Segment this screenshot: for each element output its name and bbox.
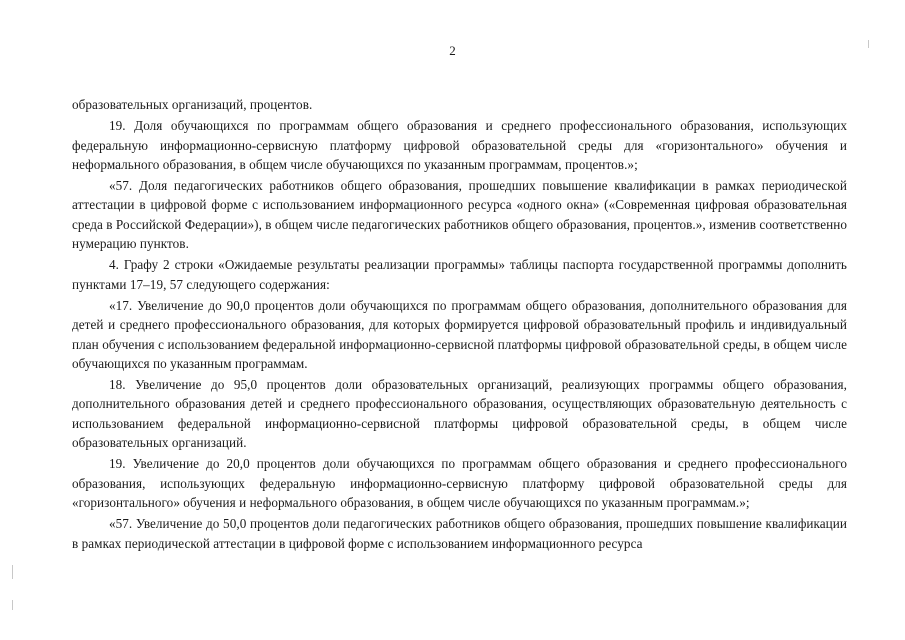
scan-mark — [12, 600, 13, 610]
paragraph-item-18-increase: 18. Увеличение до 95,0 процентов доли образовательных организаций, реализующих программы общего образования, дополнительного образования детей и среднего профессионального образования, осуществляющих образовательную деятельность с использованием федеральной информационно-сервисной платформы цифровой образовательной среды, в общем числе образовательных организаций. — [72, 377, 847, 451]
scan-mark — [868, 40, 869, 48]
scan-mark — [12, 565, 13, 579]
page-number: 2 — [449, 43, 456, 58]
paragraph-item-17-increase: «17. Увеличение до 90,0 процентов доли обучающихся по программам общего образования, дополнительного образования для детей и среднего профессионального образования, для которых формируется цифровой образовательный профиль и индивидуальный план обучения с использованием федеральной информационно-сервисной платформы цифровой образовательной среды, в общем числе обучающихся по указанным программам. — [72, 297, 847, 371]
paragraph-section-4: 4. Графу 2 строки «Ожидаемые результаты реализации программы» таблицы паспорта государственной программы дополнить пунктами 17–19, 57 следующего содержания: — [72, 257, 847, 292]
paragraph-item-19-share: 19. Доля обучающихся по программам общего образования и среднего профессионального образования, использующих федеральную информационно-сервисную платформу цифровой образовательной среды для «горизонтального» обучения и неформального образования, в общем числе обучающихся по указанным программам, процентов.»; — [72, 118, 847, 172]
paragraph-item-57-share: «57. Доля педагогических работников общего образования, прошедших повышение квалификации в рамках периодической аттестации в цифровой форме с использованием информационного ресурса «одного окна» («Современная цифровая образовательная среда в Российской Федерации»), в общем числе педагогических работников общего образования, процентов.», изменив соответственно нумерацию пунктов. — [72, 178, 847, 252]
document-body — [72, 95, 847, 555]
paragraph-item-57-increase: «57. Увеличение до 50,0 процентов доли педагогических работников общего образования, прошедших повышение квалификации в рамках периодической аттестации в цифровой форме с использованием информационного ресурса — [72, 516, 847, 551]
paragraph-item-19-increase: 19. Увеличение до 20,0 процентов доли обучающихся по программам общего образования и среднего профессионального образования, использующих федеральную информационно-сервисную платформу цифровой образовательной среды для «горизонтального» обучения и неформального образования, в общем числе обучающихся по указанным программам.»; — [72, 456, 847, 510]
paragraph-continuation: образовательных организаций, процентов. — [72, 97, 313, 112]
